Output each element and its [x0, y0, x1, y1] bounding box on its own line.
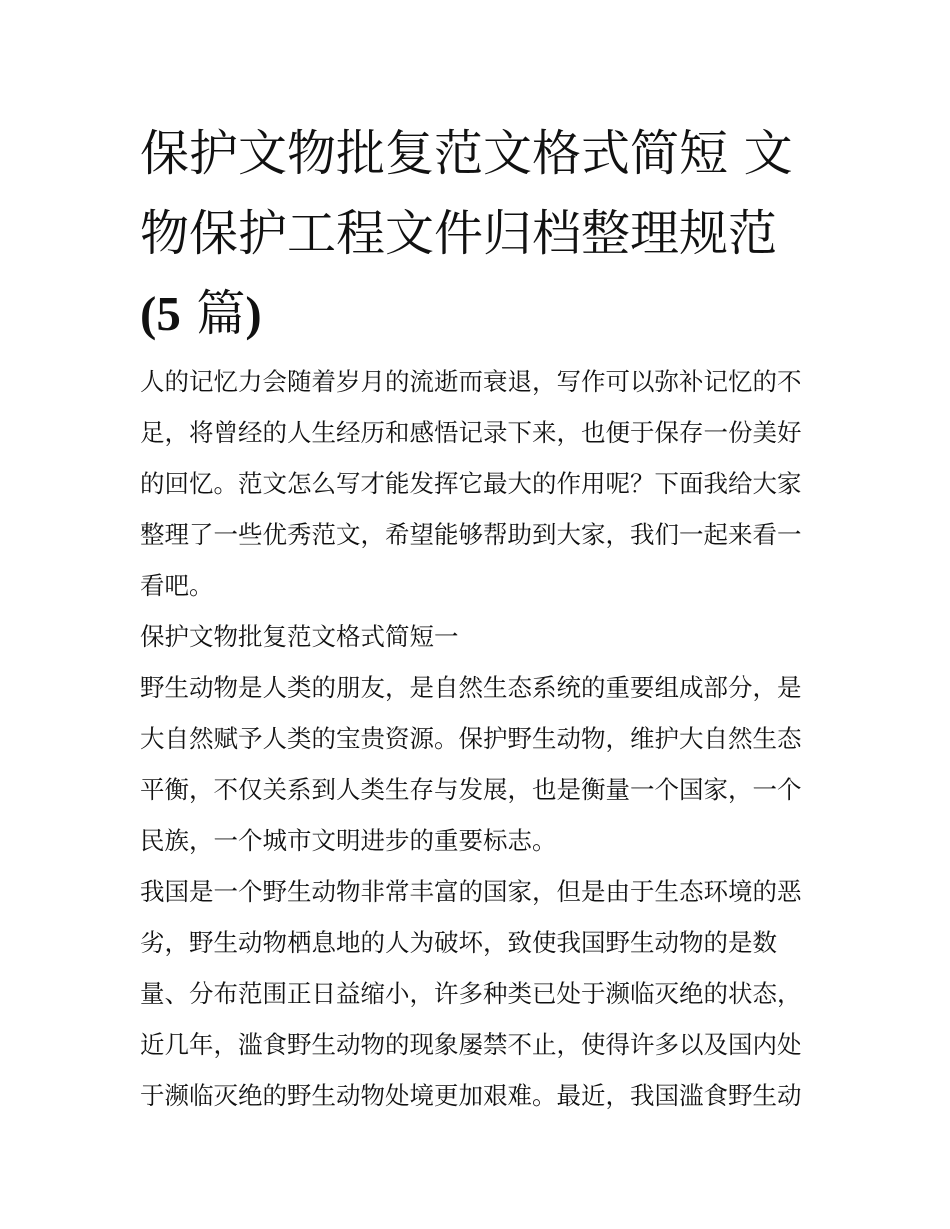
body-paragraph-2 [140, 866, 820, 1121]
title-line-2: 物保护工程文件归档整理规范 [140, 205, 778, 262]
document-body [140, 356, 820, 1121]
title-count-word: 篇 [196, 285, 246, 342]
paragraph-line: 大自然赋予人类的宝贵资源。保护野生动物，维护大自然生态 [140, 724, 802, 753]
body-paragraph-1 [140, 662, 820, 866]
document-title [140, 114, 820, 354]
paragraph-line: 劣，野生动物栖息地的人为破坏，致使我国野生动物的是数 [140, 928, 777, 957]
paragraph-line: 平衡，不仅关系到人类生存与发展，也是衡量一个国家，一个 [140, 775, 802, 804]
title-line-3 [140, 274, 820, 354]
intro-line: 人的记忆力会随着岁月的流逝而衰退，写作可以弥补记忆的不 [140, 367, 802, 396]
intro-line: 整理了一些优秀范文，希望能够帮助到大家，我们一起来看一 [140, 520, 802, 549]
title-count-prefix: (5 [140, 286, 181, 341]
paragraph-line: 我国是一个野生动物非常丰富的国家，但是由于生态环境的恶 [140, 877, 802, 906]
section-heading: 保护文物批复范文格式简短一 [140, 622, 459, 651]
paragraph-line: 野生动物是人类的朋友，是自然生态系统的重要组成部分，是 [140, 673, 802, 702]
paragraph-line: 民族，一个城市文明进步的重要标志。 [140, 826, 557, 855]
intro-line: 看吧。 [140, 571, 214, 600]
paragraph-line: 于濒临灭绝的野生动物处境更加艰难。最近，我国滥食野生动 [140, 1081, 802, 1110]
intro-line: 的回忆。范文怎么写才能发挥它最大的作用呢？下面我给大家 [140, 469, 802, 498]
intro-paragraph [140, 356, 820, 611]
title-line-1: 保护文物批复范文格式简短 文 [140, 125, 793, 182]
paragraph-line: 量、分布范围正日益缩小，许多种类已处于濒临灭绝的状态， [140, 979, 802, 1008]
title-count-close: ) [245, 286, 262, 341]
intro-line: 足，将曾经的人生经历和感悟记录下来，也便于保存一份美好 [140, 418, 802, 447]
paragraph-line: 近几年，滥食野生动物的现象屡禁不止，使得许多以及国内处 [140, 1030, 802, 1059]
